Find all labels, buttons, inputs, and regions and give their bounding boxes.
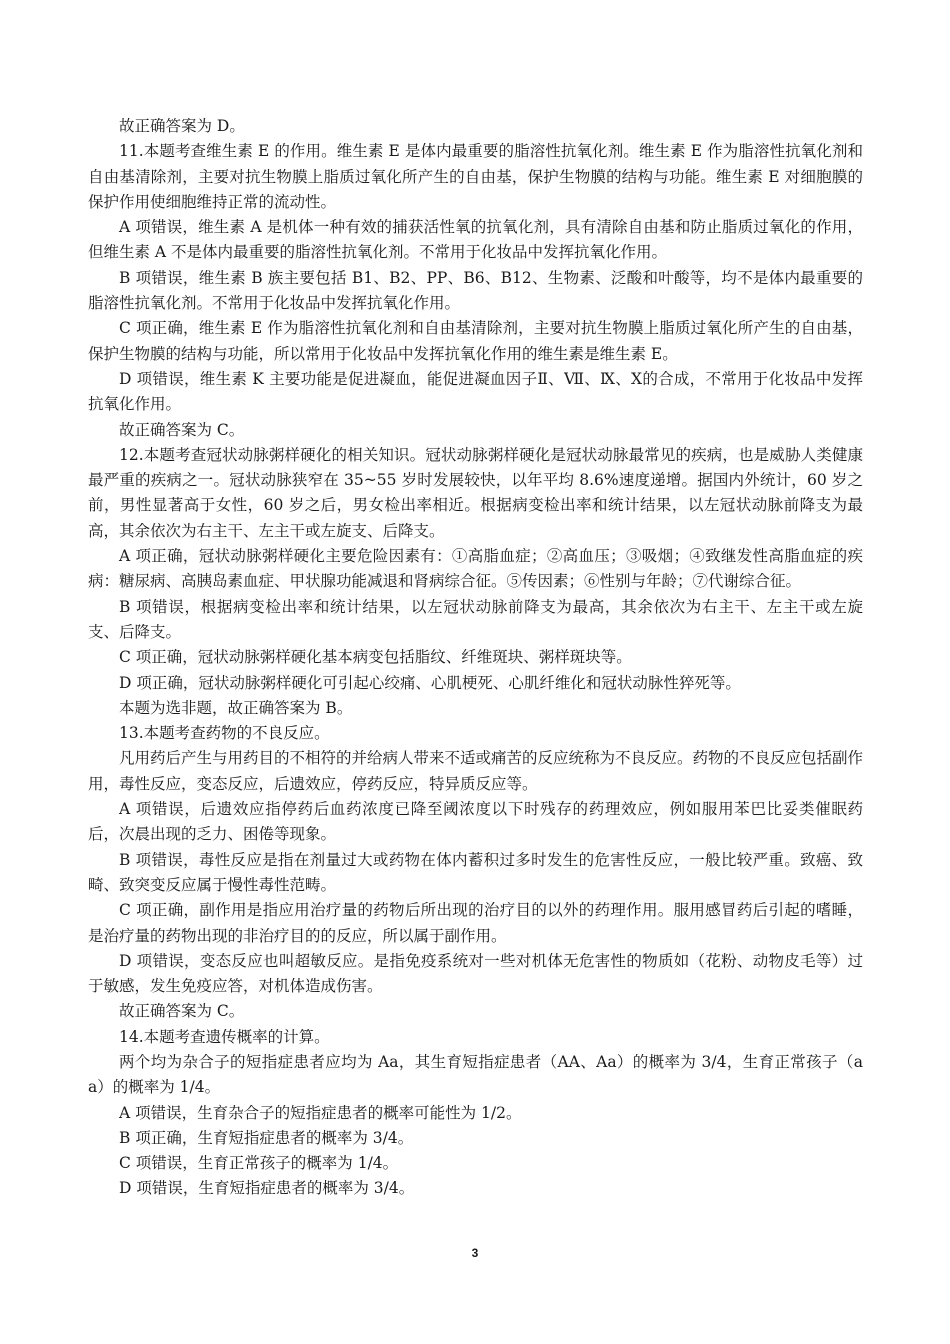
question-13-intro: 13.本题考查药物的不良反应。 — [119, 724, 330, 743]
question-14-intro: 14.本题考查遗传概率的计算。 — [119, 1027, 330, 1046]
question-14-explanation: 两个均为杂合子的短指症患者应均为 Aa，其生育短指症患者（AA、Aa）的概率为 3/4，生育正常孩子（aa）的概率为 1/4。 — [88, 1052, 863, 1097]
answer-line: 故正确答案为 D。 — [119, 117, 245, 135]
question-14-option-a: A 项错误，生育杂合子的短指症患者的概率可能性为 1/2。 — [119, 1103, 522, 1122]
question-11-intro: 11.本题考查维生素 E 的作用。维生素 E 是体内最重要的脂溶性抗氧化剂。维生素 E 作为脂溶性抗氧化剂和自由基清除剂，主要对抗生物膜上脂质过氧化所产生的自由基，保护生物膜的结构与功能。维生素 E 对细胞膜的保护作用使细胞维持正常的流动性。 — [88, 142, 863, 211]
question-11-option-d: D 项错误，维生素 K 主要功能是促进凝血，能促进凝血因子Ⅱ、Ⅶ、Ⅸ、Ⅹ的合成，不常用于化妆品中发挥抗氧化作用。 — [88, 369, 863, 414]
question-11-option-a: A 项错误，维生素 A 是机体一种有效的捕获活性氧的抗氧化剂，具有清除自由基和防止脂质过氧化的作用，但维生素 A 不是体内最重要的脂溶性抗氧化剂。不常用于化妆品中发挥抗氧化作用。 — [88, 218, 863, 262]
question-13-answer: 故正确答案为 C。 — [119, 1002, 245, 1021]
question-13-option-a: A 项错误，后遗效应指停药后血药浓度已降至阈浓度以下时残存的药理效应，例如服用苯巴比妥类催眠药后，次晨出现的乏力、困倦等现象。 — [88, 800, 863, 844]
question-12-option-a: A 项正确，冠状动脉粥样硬化主要危险因素有：①高脂血症；②高血压；③吸烟；④致继发性高脂血症的疾病：糖尿病、高胰岛素血症、甲状腺功能减退和肾病综合征。⑤传因素；⑥性别与年龄；⑦代谢综合征。 — [88, 547, 863, 591]
question-11-option-c: C 项正确，维生素 E 作为脂溶性抗氧化剂和自由基清除剂，主要对抗生物膜上脂质过氧化所产生的自由基，保护生物膜的结构与功能，所以常用于化妆品中发挥抗氧化作用的维生素是维生素 E。 — [88, 319, 863, 363]
question-11-answer: 故正确答案为 C。 — [119, 420, 245, 439]
question-14-option-d: D 项错误，生育短指症患者的概率为 3/4。 — [119, 1179, 415, 1198]
question-12-option-b: B 项错误，根据病变检出率和统计结果，以左冠状动脉前降支为最高，其余依次为右主干、左主干或左旋支、后降支。 — [88, 597, 863, 641]
question-12-option-c: C 项正确，冠状动脉粥样硬化基本病变包括脂纹、纤维斑块、粥样斑块等。 — [119, 648, 632, 667]
question-12-intro: 12.本题考查冠状动脉粥样硬化的相关知识。冠状动脉粥样硬化是冠状动脉最常见的疾病，也是威胁人类健康最严重的疾病之一。冠状动脉狭窄在 35~55 岁时发展较快，以年平均 8.6%速度递增。据国内外统计，60 岁之前，男性显著高于女性，60 岁之后，男女检出率相近。根据病变检出率和统计结果，以左冠状动脉前降支为最高，其余依次为右主干、左主干或左旋支、后降支。 — [88, 445, 863, 540]
question-13-option-c: C 项正确，副作用是指应用治疗量的药物后所出现的治疗目的以外的药理作用。服用感冒药后引起的嗜睡，是治疗量的药物出现的非治疗目的的反应，所以属于副作用。 — [88, 901, 863, 945]
document-body — [88, 114, 863, 1202]
question-14-option-b: B 项正确，生育短指症患者的概率为 3/4。 — [119, 1128, 414, 1147]
question-13-option-b: B 项错误，毒性反应是指在剂量过大或药物在体内蓄积过多时发生的危害性反应，一般比较严重。致癌、致畸、致突变反应属于慢性毒性范畴。 — [88, 850, 863, 894]
question-12-option-d: D 项正确，冠状动脉粥样硬化可引起心绞痛、心肌梗死、心肌纤维化和冠状动脉性猝死等。 — [119, 673, 741, 692]
page-number: 3 — [471, 1246, 479, 1260]
question-13-definition: 凡用药后产生与用药目的不相符的并给病人带来不适或痛苦的反应统称为不良反应。药物的不良反应包括副作用，毒性反应，变态反应，后遗效应，停药反应，特异质反应等。 — [88, 749, 864, 793]
question-12-answer: 本题为选非题，故正确答案为 B。 — [119, 698, 353, 717]
question-14-option-c: C 项错误，生育正常孩子的概率为 1/4。 — [119, 1154, 399, 1173]
question-13-option-d: D 项错误，变态反应也叫超敏反应。是指免疫系统对一些对机体无危害性的物质如（花粉、动物皮毛等）过于敏感，发生免疫应答，对机体造成伤害。 — [88, 951, 863, 996]
question-11-option-b: B 项错误，维生素 B 族主要包括 B1、B2、PP、B6、B12、生物素、泛酸和叶酸等，均不是体内最重要的脂溶性抗氧化剂。不常用于化妆品中发挥抗氧化作用。 — [88, 268, 863, 313]
